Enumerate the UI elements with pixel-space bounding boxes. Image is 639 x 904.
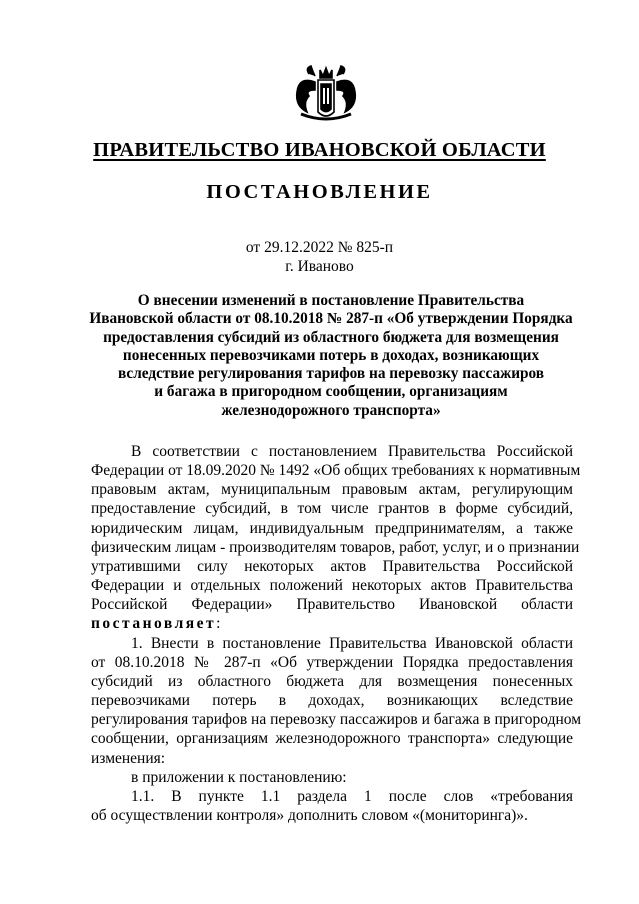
item1-line: сообщении, организациям железнодорожного транспорта» следующие — [91, 730, 573, 748]
preamble-line: юридическим лицам, индивидуальным предпринимателям, а также — [91, 519, 573, 537]
item1-line: от 08.10.2018 № 287-п «Об утверждении Порядка предоставления — [91, 653, 573, 671]
document-city: г. Иваново — [285, 258, 354, 275]
resolves-word: постановляет — [91, 615, 217, 633]
document-date-number: от 29.12.2022 № 825-п — [245, 239, 394, 256]
preamble-line: предоставление субсидий, в том числе грантов в форме субсидий, — [91, 500, 573, 518]
item1-line: изменения: — [91, 749, 166, 767]
preamble-line: правовым актам, муниципальным правовым актам, регулирующим — [91, 481, 573, 499]
item1-line: регулирования тарифов на перевозку пассажиров и багажа в пригородном — [91, 711, 582, 729]
preamble-line: Федерации от 18.09.2020 № 1492 «Об общих требованиях к нормативным — [91, 462, 581, 480]
subject-line: Ивановской области от 08.10.2018 № 287-п «Об утверждении Порядка — [89, 310, 573, 328]
document-body — [91, 442, 582, 825]
subject-line: понесенных перевозчиками потерь в доходах, возникающих — [122, 346, 540, 364]
item11-line: 1.1. В пункте 1.1 раздела 1 после слов «требования — [131, 787, 573, 805]
subject-line: железнодорожного транспорта» — [221, 401, 441, 419]
resolves-line — [91, 614, 573, 633]
preamble-line: Российской Федерации» Правительство Ивановской области — [91, 596, 573, 614]
document-subject — [84, 292, 578, 420]
government-title: ПРАВИТЕЛЬСТВО ИВАНОВСКОЙ ОБЛАСТИ — [93, 139, 546, 161]
item1-line: субсидий из областного бюджета для возмещения понесенных — [91, 672, 573, 690]
document-type: ПОСТАНОВЛЕНИЕ — [206, 181, 433, 203]
subject-line: и багажа в пригородном сообщении, организациям — [154, 383, 508, 401]
item1-line: 1. Внести в постановление Правительства Ивановской области — [131, 634, 573, 652]
resolves-colon: : — [216, 615, 221, 633]
appendix-line: в приложении к постановлению: — [131, 768, 347, 786]
item11-line: об осуществлении контроля» дополнить словом «(мониторинга)». — [91, 806, 528, 824]
coat-of-arms-emblem — [291, 62, 361, 124]
subject-line: вследствие регулирования тарифов на перевозку пассажиров — [117, 365, 545, 383]
preamble-line: утратившими силу некоторых актов Правительства Российской — [91, 557, 573, 575]
item1-line: перевозчиками потерь в доходах, возникающих вследствие — [91, 692, 573, 710]
subject-line: предоставления субсидий из областного бюджета для возмещения — [103, 328, 559, 346]
subject-line: О внесении изменений в постановление Правительства — [137, 292, 525, 309]
preamble-line: Федерации и отдельных положений некоторых актов Правительства — [91, 577, 573, 595]
preamble-line: В соответствии с постановлением Правительства Российской — [131, 443, 573, 460]
preamble-line: физическим лицам - производителям товаров, работ, услуг, и о признании — [91, 538, 580, 556]
